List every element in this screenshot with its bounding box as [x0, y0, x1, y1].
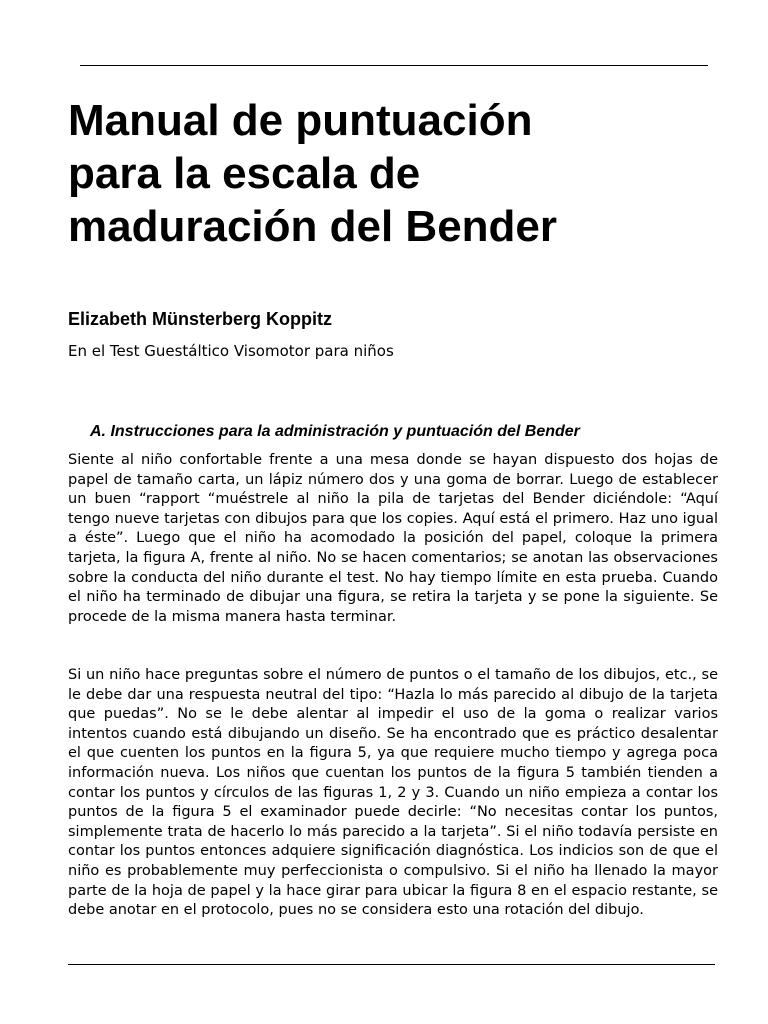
body-paragraph: Si un niño hace preguntas sobre el número de puntos o el tamaño de los dibujos, etc., se le debe dar una respuesta neutral del tipo: “Hazla lo más parecido al dibujo de la tarjeta que puedas”. No se le debe alentar al impedir el uso de la goma o realizar varios intentos cuando está dibujando un diseño. Se ha encontrado que es práctico desalentar el que cuenten los puntos en la figura 5, ya que requiere mucho tiempo y agrega poca información nueva. Los niños que cuentan los puntos de la figura 5 también tienden a contar los puntos y círculos de las figuras 1, 2 y 3. Cuando un niño empieza a contar los puntos de la figura 5 el examinador puede decirle: “No necesitas contar los puntos, simplemente trata de hacerlo lo más parecido a la tarjeta”. Si el niño todavía persiste en contar los puntos entonces adquiere significación diagnóstica. Los indicios son de que el niño es probablemente muy perfeccionista o compulsivo. Si el niño ha llenado la mayor parte de la hoja de papel y la hace girar para ubicar la figura 8 en el espacio restante, se debe anotar en el protocolo, pues no se considera esto una rotación del dibujo.	[68, 667, 718, 919]
section-heading: A. Instrucciones para la administración y puntuación del Bender	[90, 423, 580, 440]
document-title: Manual de puntuación para la escala de maduración del Bender	[68, 96, 558, 251]
body-paragraph: Siente al niño confortable frente a una mesa donde se hayan dispuesto dos hojas de papel de tamaño carta, un lápiz número dos y una goma de borrar. Luego de establecer un buen “rapport “muéstrele al niño la pila de tarjetas del Bender diciéndole: “Aquí tengo nueve tarjetas con dibujos para que los copies. Aquí está el primero. Haz uno igual a éste”. Luego que el niño ha acomodado la posición del papel, coloque la primera tarjeta, la figura A, frente al niño. No se hacen comentarios; se anotan las observaciones sobre la conducta del niño durante el test. No hay tiempo límite en esta prueba. Cuando el niño ha terminado de dibujar una figura, se retira la tarjeta y se pone la siguiente. Se procede de la misma manera hasta terminar.	[68, 452, 718, 625]
bottom-divider	[68, 964, 715, 965]
top-divider	[80, 65, 708, 66]
author-name: Elizabeth Münsterberg Koppitz	[68, 309, 333, 329]
document-subtitle: En el Test Guestáltico Visomotor para niños	[68, 342, 394, 360]
